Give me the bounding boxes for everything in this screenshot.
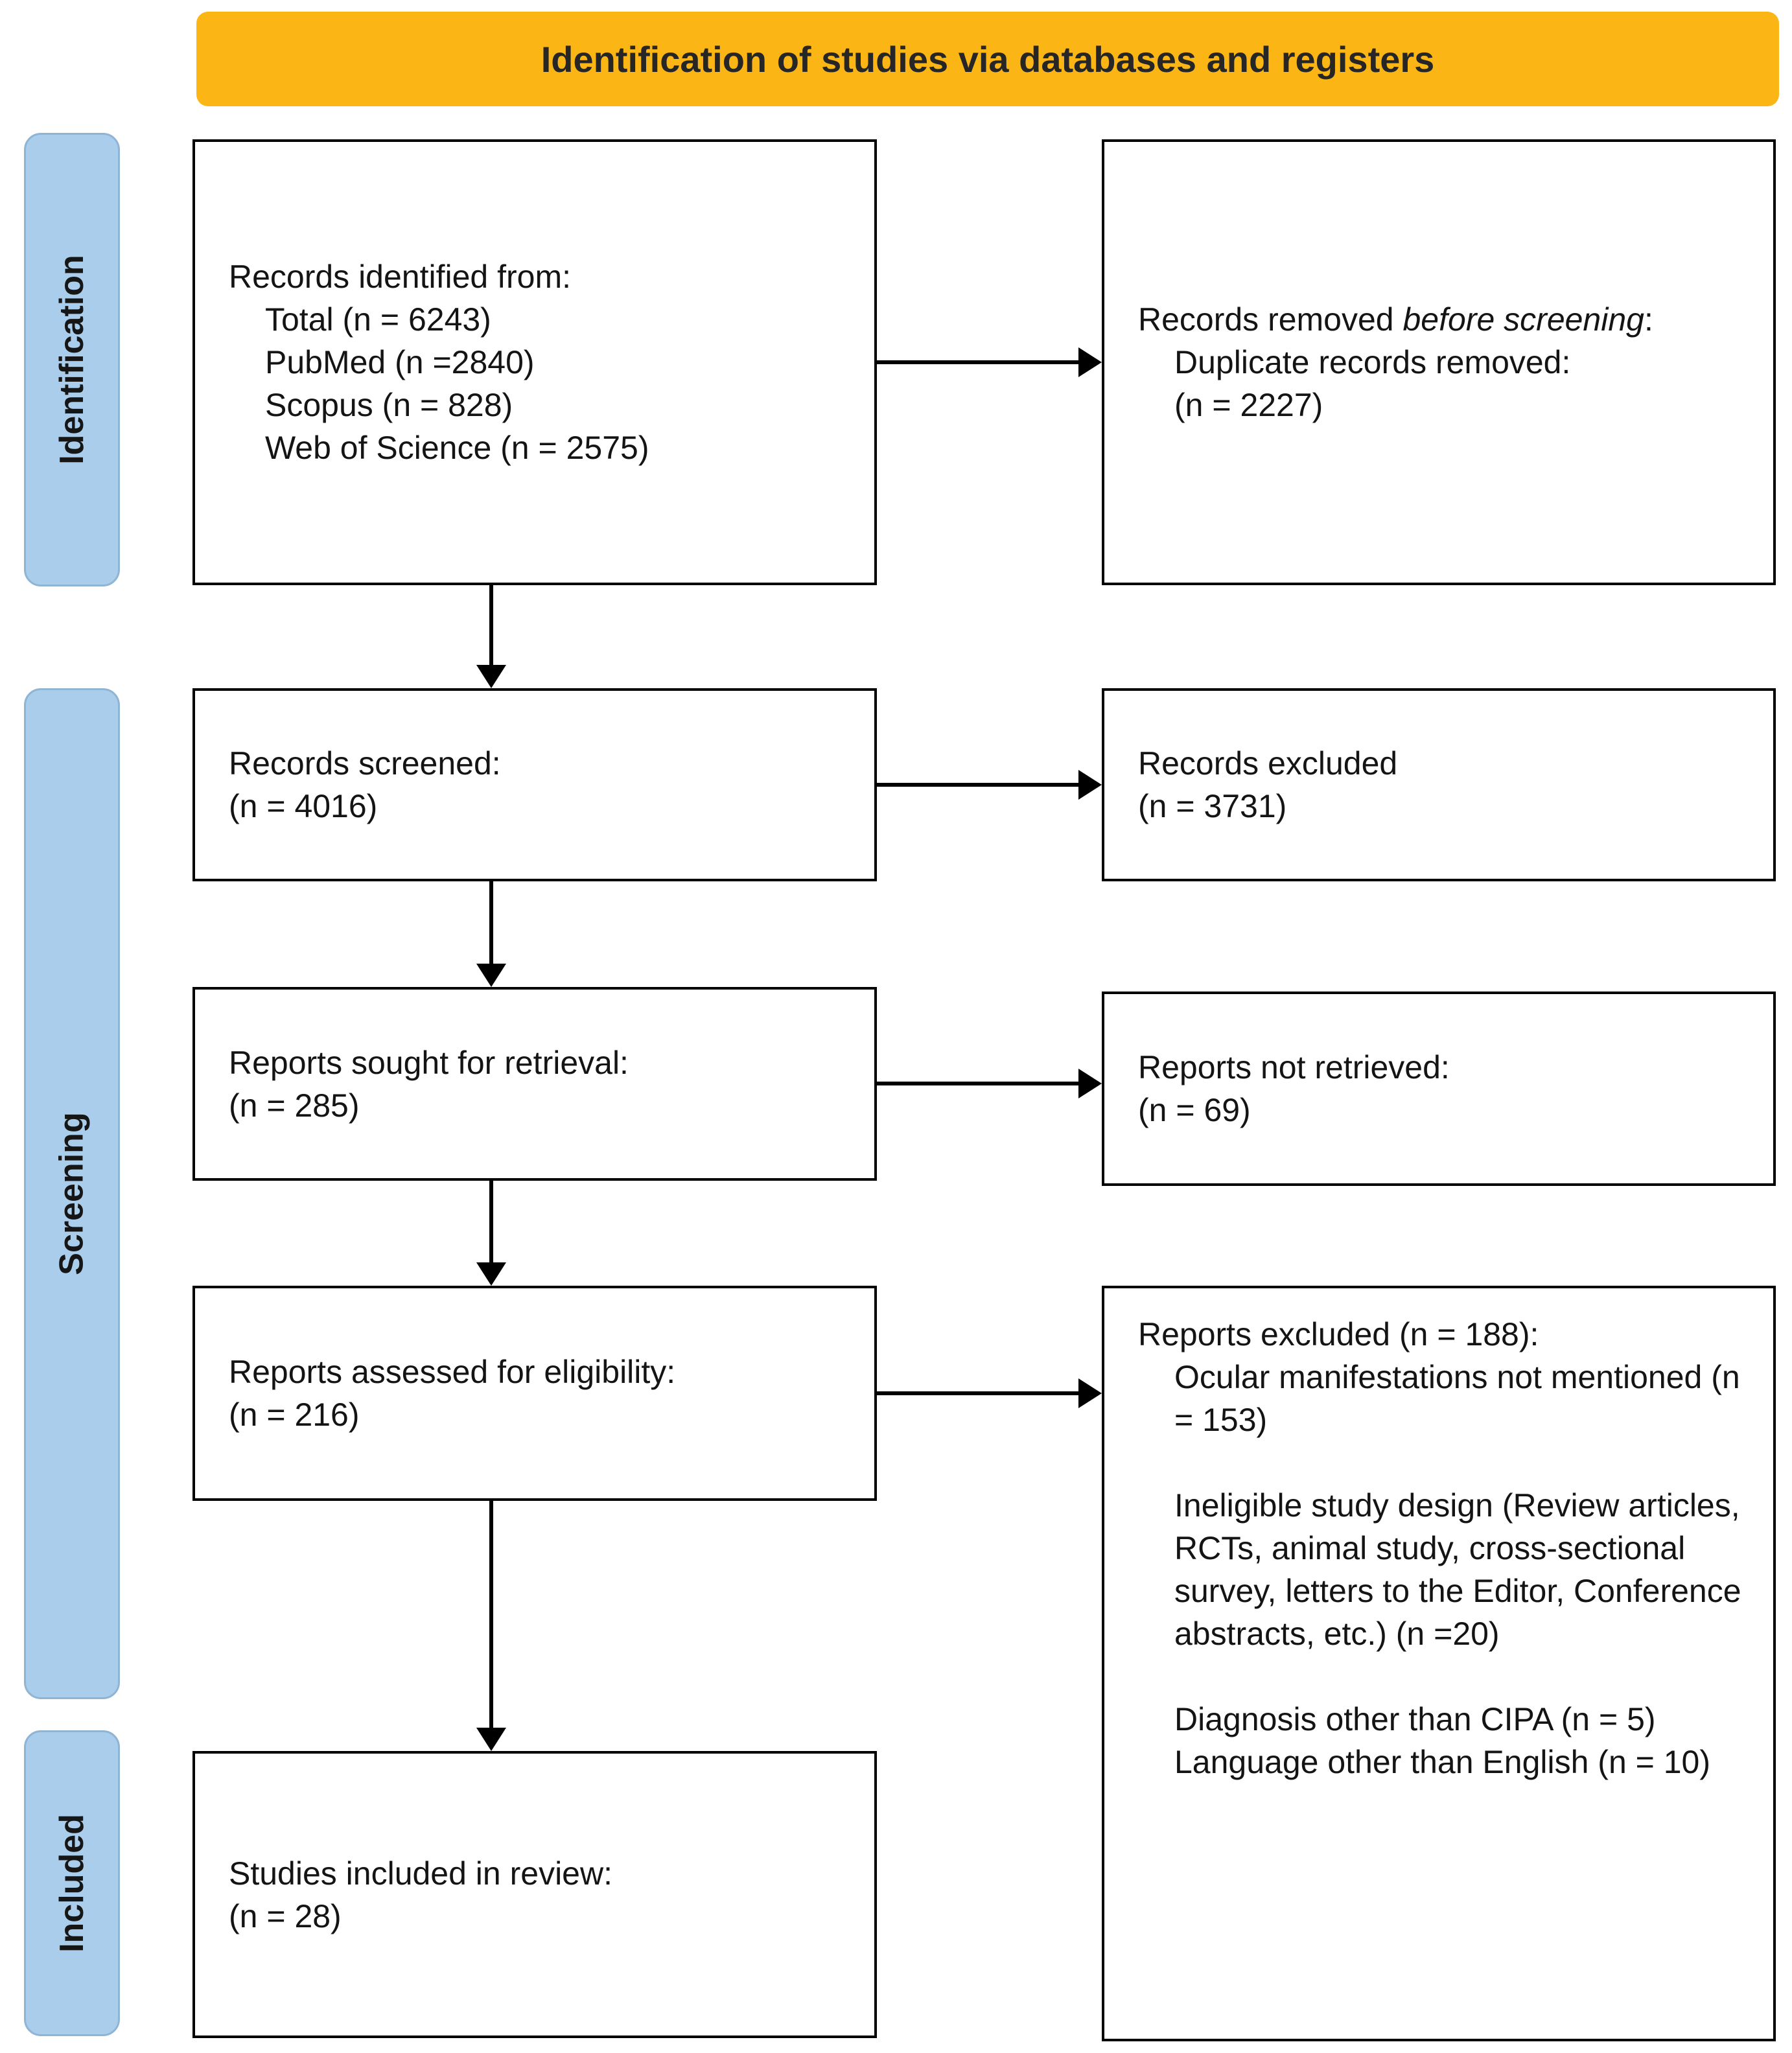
box-title: Records identified from: <box>229 259 572 295</box>
title-text-normal: Records removed <box>1138 301 1403 338</box>
box-records-excluded-content <box>1104 723 1773 847</box>
box-records-removed <box>1102 139 1776 585</box>
box-line: Reports sought for retrieval: <box>229 1044 629 1081</box>
box-records-removed-content <box>1104 279 1773 446</box>
box-line: Records screened: <box>229 745 501 782</box>
arrow-identified-to-removed <box>877 360 1078 364</box>
box-line: Diagnosis other than CIPA (n = 5) <box>1174 1701 1656 1737</box>
stage-label-screening <box>24 688 120 1699</box>
box-records-identified <box>192 139 877 585</box>
arrow-screened-to-excluded <box>877 783 1078 787</box>
box-line: Reports not retrieved: <box>1138 1049 1450 1085</box>
box-reports-assessed-content <box>195 1331 874 1456</box>
box-line: Reports assessed for eligibility: <box>229 1354 676 1390</box>
box-records-screened-content <box>195 723 874 847</box>
box-records-screened <box>192 688 877 881</box>
box-studies-included-content <box>195 1833 874 1957</box>
box-reports-sought <box>192 987 877 1181</box>
box-line: Ineligible study design (Review articles, RCTs, animal study, cross-sectional survey, letters to the Editor, Conference abstracts, etc.) (n =20) <box>1174 1487 1741 1652</box>
box-reports-not-retrieved-content <box>1104 1026 1773 1151</box>
title-text-after: : <box>1644 301 1653 338</box>
box-reports-assessed <box>192 1286 877 1501</box>
box-line: PubMed (n =2840) <box>265 344 535 380</box>
box-line: (n = 4016) <box>229 788 378 824</box>
arrow-assessed-to-included <box>489 1501 493 1728</box>
banner <box>196 12 1779 106</box>
title-text-italic: before screening <box>1402 301 1644 338</box>
banner-title: Identification of studies via databases and registers <box>541 38 1435 80</box>
box-line: Duplicate records removed: <box>1174 344 1571 380</box>
arrow-assessed-to-excluded-reasons <box>877 1391 1078 1395</box>
stage-label-included-text: Included <box>53 1814 91 1953</box>
box-reports-not-retrieved <box>1102 992 1776 1186</box>
stage-label-identification <box>24 133 120 586</box>
arrow-identified-to-screened <box>489 585 493 665</box>
box-line: (n = 28) <box>229 1897 342 1934</box>
box-reports-excluded-reasons <box>1102 1286 1776 2041</box>
box-line: Total (n = 6243) <box>265 301 491 338</box>
box-line: Records excluded <box>1138 745 1398 782</box>
arrow-sought-to-assessed <box>489 1181 493 1262</box>
box-line: (n = 285) <box>229 1087 360 1124</box>
box-reports-sought-content <box>195 1022 874 1146</box>
stage-label-included <box>24 1730 120 2036</box>
box-line: Ocular manifestations not mentioned (n = 153) <box>1174 1359 1740 1438</box>
box-studies-included <box>192 1751 877 2038</box>
box-line: (n = 69) <box>1138 1092 1251 1128</box>
arrow-sought-to-not-retrieved <box>877 1082 1078 1085</box>
stage-label-identification-text: Identification <box>53 255 91 465</box>
box-records-identified-content <box>195 236 874 489</box>
box-line: Language other than English (n = 10) <box>1174 1744 1711 1780</box>
box-line: (n = 216) <box>229 1397 360 1433</box>
box-records-excluded <box>1102 688 1776 881</box>
stage-label-screening-text: Screening <box>53 1112 91 1275</box>
box-line: Web of Science (n = 2575) <box>265 430 649 466</box>
box-title <box>1138 298 1663 341</box>
box-reports-excluded-reasons-content <box>1104 1288 1773 1803</box>
box-line: Studies included in review: <box>229 1855 612 1892</box>
box-line: (n = 2227) <box>1174 387 1323 423</box>
box-line: (n = 3731) <box>1138 788 1287 824</box>
box-title: Reports excluded (n = 188): <box>1138 1316 1539 1352</box>
arrow-screened-to-sought <box>489 881 493 964</box>
box-line: Scopus (n = 828) <box>265 387 513 423</box>
